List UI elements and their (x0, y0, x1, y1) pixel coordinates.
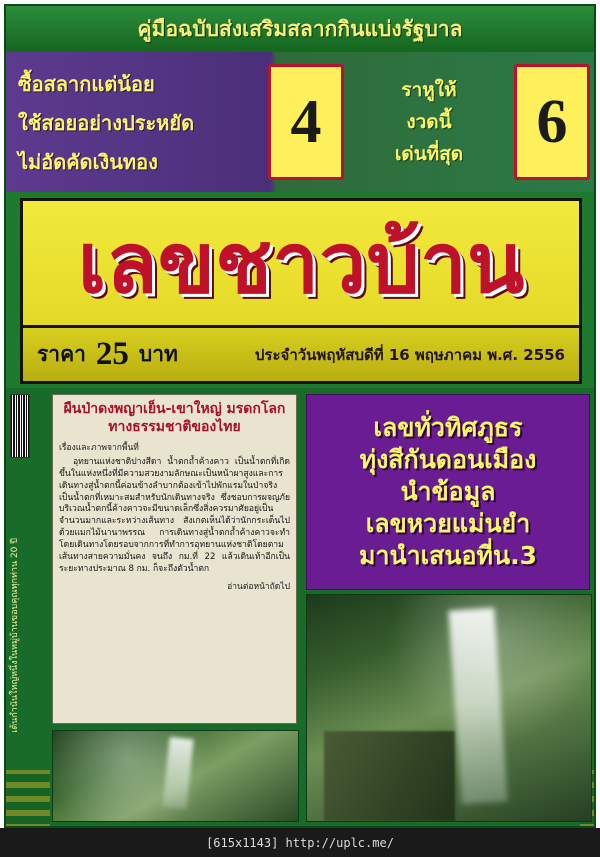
promo-line-3: นำข้อมูล (400, 477, 496, 506)
slogan-line-3: ไม่อัดคัดเงินทอง (18, 150, 158, 174)
slogan-line-1: ซื้อสลากแต่น้อย (18, 72, 155, 96)
lucky-number-left: 4 (290, 88, 322, 156)
masthead (20, 198, 582, 328)
promo-panel (306, 394, 590, 590)
waterfall-photo-right (306, 594, 592, 822)
price-unit: บาท (138, 342, 178, 366)
waterfall-photo-left (52, 730, 299, 822)
article-text: เป็นน้ำตกที่เกิดขึ้นในแห่งหนึ่งที่มีความสวยงามลักษณะเป็นหน้าผาสูงและการเดินทางสู่น้ำตกนี้ค่อนข้างลำบากต้องเข้าไปพักแรมในป่าจริงเป็นน้ำตกที่เหมาะสมสำหรับนักเดินทางจริง ซึ่งชอบการผจญภัย บริเวณน้ำตกนี้ค้างคาวจะมีขนาดเล็กซึ่งสิ่งควรมาศัยอยู่เป็นจำนวนมากและระหว่างเส้นทาง สังเกตเห็นได้ว่านักกระเด็นไปด้วยแมกไม้นานาพรรณ การเดินทางสู่น้ำตกถ้ำค้างคาวจะทำ โดยเดินทางโดยรอบจากการที่ทำการอุทยานแห่งชาติโดยตามเส้นทางสายความมั่นคง จนถึง กม.ที่ 22 แล้วเดินเท้าอีกเป็นระยะทางประมาณ 8 กม. ก็จะถึงตัวน้ำตก (59, 457, 291, 574)
article-body (59, 457, 290, 576)
rahu-line-1: ราหูให้ (401, 79, 457, 101)
magazine-cover (4, 4, 596, 828)
promo-line-2: ทุ่งสีกันดอนเมือง (359, 445, 537, 474)
decorative-edge-left (6, 770, 50, 828)
lucky-number-right-box (514, 64, 590, 180)
article-lead: น้ำตกถ้ำค้างคาว (167, 457, 229, 467)
price-label: ราคา (37, 342, 86, 366)
article-panel (52, 394, 297, 724)
rahu-note (348, 52, 510, 192)
promo-line-1: เลขทั่วทิศภูธร (373, 413, 523, 442)
lucky-number-right: 6 (536, 88, 568, 156)
footer-label: [615x1143] http://uplc.me/ (206, 835, 394, 850)
article-headline: ผืนป่าดงพญาเย็น-เขาใหญ่ มรดกโลกทางธรรมชาติของไทย (63, 401, 286, 435)
price-number: 25 (95, 336, 129, 372)
issue-date: ประจำวันพฤหัสบดีที่ 16 พฤษภาคม พ.ศ. 2556 (254, 345, 565, 364)
article-subhead: อุทยานแห่งชาติปางสีดา (73, 457, 162, 467)
waterfall-stream-left (162, 737, 193, 809)
article-caption: อ่านต่อหน้าถัดไป (227, 581, 290, 592)
top-banner-text: คู่มือฉบับส่งเสริมสลากกินแบ่งรัฐบาล (137, 16, 463, 41)
rahu-line-2: งวดนี้ (406, 111, 452, 133)
slogan-list (6, 52, 264, 192)
article-tagline: เรื่องและภาพจากพื้นที่ (59, 443, 139, 453)
rock-shape (324, 731, 455, 821)
promo-line-5: มานำเสนอที่น.3 (358, 541, 537, 570)
footer-bar (0, 828, 600, 857)
price-bar (20, 328, 582, 384)
magazine-title: เลขชาวบ้าน (77, 214, 525, 312)
promo-line-4: เลขหวยแม่นยำ (365, 509, 531, 538)
lucky-number-left-box (268, 64, 344, 180)
lower-section (6, 388, 594, 826)
waterfall-stream-right (448, 607, 507, 804)
slogan-line-2: ใช้สอยอย่างประหยัด (18, 111, 195, 135)
spine-text: เต้นกำนันใหญ่หนึ่งในหมู่บ้านขอบคุณทุกท่าน 20 ปี (10, 538, 20, 733)
barcode (10, 394, 30, 458)
rahu-line-3: เด่นที่สุด (394, 143, 464, 165)
slogan-number-strip (6, 52, 594, 192)
top-banner (6, 6, 594, 52)
